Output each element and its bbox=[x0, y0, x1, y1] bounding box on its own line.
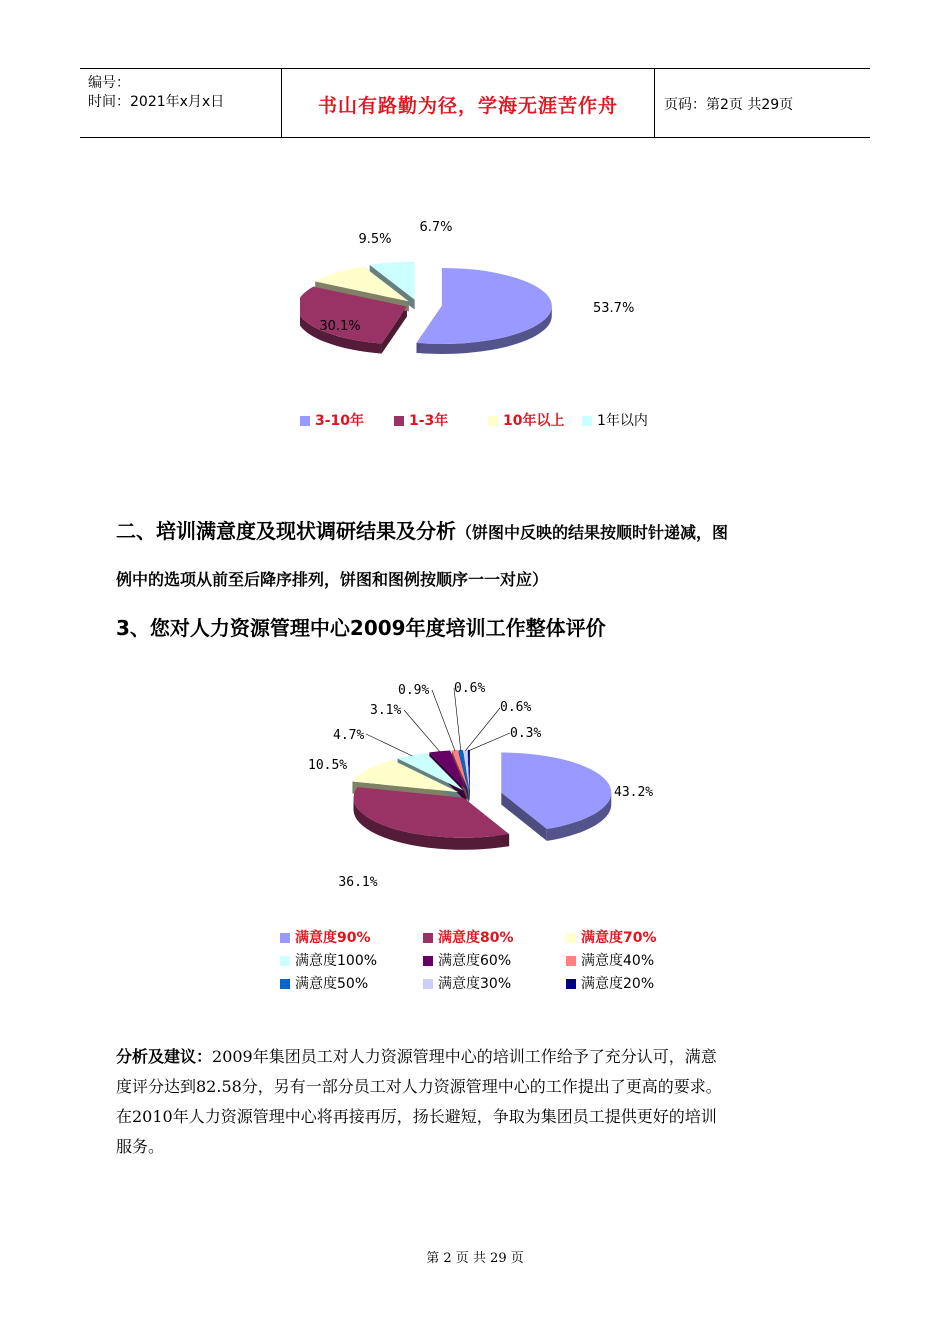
page-label: 页码：第2页 共29页 bbox=[664, 97, 794, 113]
motto: 书山有路勤为径，学海无涯苦作舟 bbox=[317, 95, 618, 117]
legend2-item-9 bbox=[566, 973, 654, 993]
pie1-data-label-4: 6.7% bbox=[419, 220, 453, 235]
legend2-swatch-5 bbox=[423, 956, 433, 966]
legend2-item-3 bbox=[566, 927, 657, 947]
document-header bbox=[80, 68, 870, 138]
legend2-label-3: 满意度70% bbox=[581, 930, 657, 946]
legend2-label-2: 满意度80% bbox=[438, 930, 514, 946]
header-page-cell bbox=[655, 69, 870, 137]
section-heading-main: 二、培训满意度及现状调研结果及分析 bbox=[116, 519, 456, 543]
legend1-item-1 bbox=[300, 410, 364, 430]
time-label: 时间：2021年x月x日 bbox=[88, 94, 225, 110]
legend2-label-9: 满意度20% bbox=[581, 976, 655, 992]
legend1-item-4 bbox=[582, 410, 648, 430]
legend2-swatch-8 bbox=[423, 979, 433, 989]
legend2-label-4: 满意度100% bbox=[295, 953, 378, 969]
pie2-leader-line-8 bbox=[465, 708, 500, 751]
pie2-data-label-9: 0.3% bbox=[510, 726, 542, 741]
legend1-label-3: 10年以上 bbox=[503, 413, 565, 429]
legend2-item-6 bbox=[566, 950, 654, 970]
pie1-data-label-3: 9.5% bbox=[358, 232, 392, 247]
question-3-title: 3、您对人力资源管理中心2009年度培训工作整体评价 bbox=[116, 616, 606, 640]
pie2-data-label-6: 0.9% bbox=[398, 683, 430, 698]
analysis-line-4: 服务。 bbox=[116, 1137, 165, 1156]
tenure-pie-chart bbox=[300, 210, 660, 360]
analysis-line-2: 度评分达到82.58分，另有一部分员工对人力资源管理中心的工作提出了更高的要求。 bbox=[116, 1077, 722, 1096]
legend1-swatch-1 bbox=[300, 416, 310, 426]
legend2-item-4 bbox=[280, 950, 377, 970]
legend1-item-2 bbox=[394, 410, 448, 430]
section-heading-note: （饼图中反映的结果按顺时针递减，图 bbox=[456, 523, 729, 542]
legend2-swatch-3 bbox=[566, 933, 576, 943]
header-motto-cell bbox=[281, 69, 655, 137]
section-heading bbox=[116, 515, 728, 544]
header-meta-cell bbox=[80, 69, 280, 137]
pie2-leader-line-4 bbox=[366, 734, 412, 756]
pie2-leader-line-9 bbox=[469, 733, 510, 751]
satisfaction-pie-legend bbox=[280, 927, 700, 997]
legend1-swatch-4 bbox=[582, 416, 592, 426]
legend2-label-1: 满意度90% bbox=[295, 930, 371, 946]
legend2-label-6: 满意度40% bbox=[581, 953, 655, 969]
tenure-pie-legend bbox=[300, 410, 680, 432]
legend1-swatch-3 bbox=[488, 416, 498, 426]
legend2-label-5: 满意度60% bbox=[438, 953, 512, 969]
legend1-label-1: 3-10年 bbox=[315, 413, 365, 429]
pie2-leader-line-5 bbox=[404, 710, 440, 752]
section-heading-note-continued: 例中的选项从前至后降序排列，饼图和图例按顺序一一对应） bbox=[116, 570, 549, 589]
legend2-swatch-6 bbox=[566, 956, 576, 966]
legend1-label-2: 1-3年 bbox=[409, 413, 449, 429]
legend2-swatch-1 bbox=[280, 933, 290, 943]
pie1-data-label-1: 53.7% bbox=[593, 301, 635, 316]
legend2-label-7: 满意度50% bbox=[295, 976, 369, 992]
pie2-data-label-3: 10.5% bbox=[308, 758, 348, 773]
analysis-paragraph bbox=[116, 1042, 846, 1162]
pie2-data-label-1: 43.2% bbox=[614, 785, 654, 800]
pie2-data-label-2: 36.1% bbox=[338, 875, 378, 890]
legend2-swatch-2 bbox=[423, 933, 433, 943]
pie1-data-label-2: 30.1% bbox=[319, 319, 361, 334]
legend2-swatch-7 bbox=[280, 979, 290, 989]
analysis-line-3: 在2010年人力资源管理中心将再接再厉，扬长避短，争取为集团员工提供更好的培训 bbox=[116, 1107, 717, 1126]
legend2-item-2 bbox=[423, 927, 514, 947]
satisfaction-pie-chart bbox=[300, 670, 680, 900]
pie2-leader-line-7 bbox=[454, 688, 461, 751]
legend1-item-3 bbox=[488, 410, 564, 430]
legend2-item-1 bbox=[280, 927, 371, 947]
page-footer: 第 2 页 共 29 页 bbox=[426, 1251, 524, 1266]
pie2-data-label-8: 0.6% bbox=[500, 700, 532, 715]
pie2-leader-line-6 bbox=[432, 690, 455, 751]
legend2-item-8 bbox=[423, 973, 511, 993]
number-label: 编号： bbox=[88, 75, 130, 91]
satisfaction-pie-svg bbox=[300, 670, 680, 900]
pie2-data-label-4: 4.7% bbox=[333, 728, 365, 743]
pie2-data-label-5: 3.1% bbox=[370, 703, 402, 718]
legend2-swatch-9 bbox=[566, 979, 576, 989]
legend2-label-8: 满意度30% bbox=[438, 976, 512, 992]
legend2-item-7 bbox=[280, 973, 368, 993]
analysis-line-1: 分析及建议：2009年集团员工对人力资源管理中心的培训工作给予了充分认可，满意 bbox=[116, 1047, 717, 1066]
legend1-swatch-2 bbox=[394, 416, 404, 426]
analysis-label: 分析及建议： bbox=[116, 1047, 213, 1066]
legend2-item-5 bbox=[423, 950, 511, 970]
tenure-pie-svg bbox=[300, 210, 660, 360]
pie2-data-label-7: 0.6% bbox=[454, 681, 486, 696]
legend1-label-4: 1年以内 bbox=[597, 413, 648, 429]
legend2-swatch-4 bbox=[280, 956, 290, 966]
